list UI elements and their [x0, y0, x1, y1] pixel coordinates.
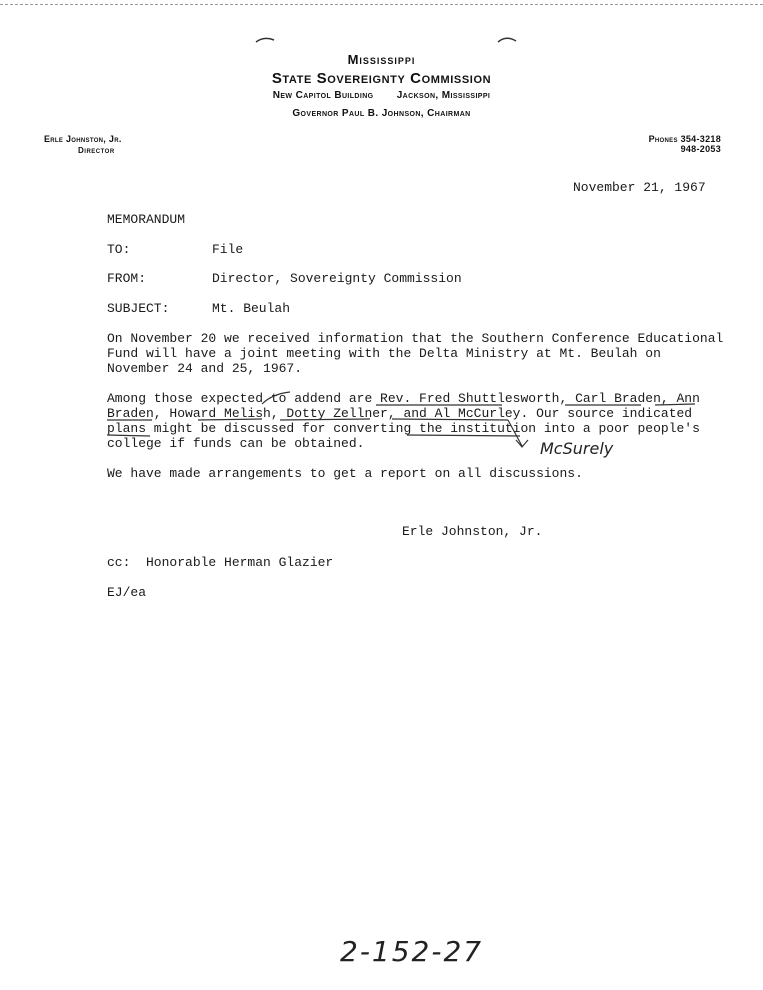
- to-label: TO:: [107, 242, 131, 257]
- letterhead-state: Mississippi: [347, 52, 416, 67]
- top-border: [0, 4, 763, 5]
- to-value: File: [212, 242, 244, 257]
- para2-line: college if funds can be obtained.: [107, 436, 365, 451]
- handwritten-file-number: 2-152-27: [340, 935, 484, 968]
- handwritten-note: McSurely: [540, 439, 614, 458]
- signature: Erle Johnston, Jr.: [402, 524, 543, 539]
- para3-line: We have made arrangements to get a report on all discussions.: [107, 466, 583, 481]
- para2-line: plans might be discussed for converting the institution into a poor people's: [107, 421, 700, 436]
- phone-line-2: 948-2053: [680, 144, 721, 154]
- letterhead-commission: State Sovereignty Commission: [271, 70, 492, 87]
- memo-heading: MEMORANDUM: [107, 212, 186, 227]
- cc-line: cc: Honorable Herman Glazier: [107, 555, 334, 570]
- letterhead-arc-left: [256, 38, 274, 42]
- letterhead-arc-right: [498, 38, 516, 42]
- director-name: Erle Johnston, Jr.: [44, 134, 122, 144]
- para1-line: November 24 and 25, 1967.: [107, 361, 303, 376]
- letterhead-address: [0, 90, 763, 101]
- letterhead-building: New Capitol Building: [272, 90, 374, 101]
- from-label: FROM:: [107, 271, 147, 286]
- para1-line: On November 20 we received information that the Southern Conference Educational: [107, 331, 724, 346]
- letterhead-governor: Governor Paul B. Johnson, Chairman: [292, 108, 471, 119]
- phone-line-1: Phones 354-3218: [648, 134, 721, 144]
- subject-value: Mt. Beulah: [212, 301, 291, 316]
- director-title: Director: [78, 146, 115, 155]
- para2-line: Among those expected to addend are Rev. Fred Shuttlesworth, Carl Braden, Ann: [107, 391, 700, 406]
- typist-initials: EJ/ea: [107, 585, 147, 600]
- para2-line: Braden, Howard Melish, Dotty Zellner, and Al McCurley. Our source indicated: [107, 406, 693, 421]
- subject-label: SUBJECT:: [107, 301, 170, 316]
- para1-line: Fund will have a joint meeting with the Delta Ministry at Mt. Beulah on: [107, 346, 661, 361]
- from-value: Director, Sovereignty Commission: [212, 271, 462, 286]
- memo-date: November 21, 1967: [573, 180, 706, 195]
- letterhead-city: Jackson, Mississippi: [396, 90, 491, 101]
